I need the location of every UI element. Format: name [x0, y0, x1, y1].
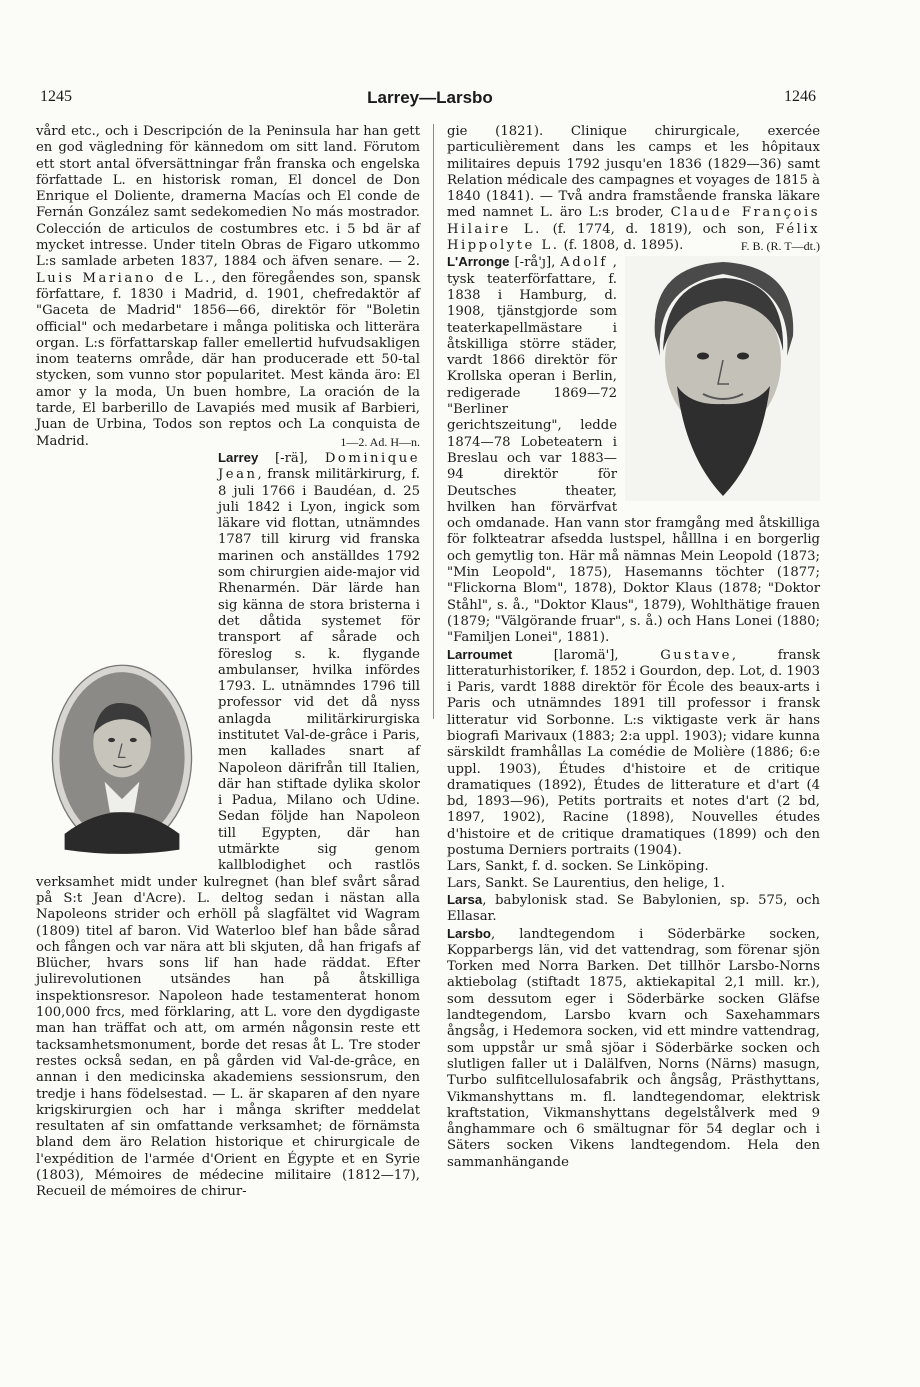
left-column [36, 124, 420, 1201]
entry-larroumet [447, 647, 820, 860]
entry-text: , babylonisk stad. Se Babylonien, sp. 575, och Ellasar. [447, 892, 820, 925]
entry-text: , fransk militärkirurg, f. 8 juli 1766 i Baudéan, d. 25 juli 1842 i Lyon, ingick som läkare vid flottan, utnämndes 1787 till kirurg vid franska marinen och anställdes 1792 som chirurgien aide-major vid Rhenarmén. Där lärde han sig känna de stora bristerna i det dåtida systemet för transport af sårade och föreslog s. k. flygande ambulanser, hvilka infördes 1793. L. utnämndes 1796 till professor vid det då nyss anlagda militärkirurgiska institutet Val-de-grâce i Paris, men kallades snart af Napoleon därifrån till Italien, där han stiftade dylika skolor i Padua, Milano och Udine. Sedan följde han Napoleon till Egypten, där han utmärkte sig genom kallblodighet och rastlös verksamhet midt under kulregnet (han blef svårt sårad på S:t Jean d'Acre). L. deltog sedan i nästan alla Napoleons strider och erhöll på slagfältet vid Wagram (1809) titel af baron. Vid Waterloo blef han både sårad och fången och var nära att bli skjuten, då han frigafs af Blücher, hvars sons lif han hade räddat. Efter julirevolutionen utsändes han på åtskilliga inspektionsresor. Napoleon hade testamenterat honom 100,000 frcs, med förklaring, att L. vore den dygdigaste man han träffat och att, om armén någonsin reste ett tacksamhetsmonument, borde det resas åt L. Tre stoder restes också sedan, en på gården vid Val-de-grâce, en annan i den medicinska akademiens sessionsrum, den tredje i hans födelsestad. — L. är skaparen af den nyare krigskirurgien och har i många skrifter meddelat resultaten af sin omfattande verksamhet; de förnämsta bland dem äro Relation historique et chirurgicale de l'expédition de l'armée d'Orient en Égypte et en Syrie (1803), Mémoires de médecine militaire (1812—17), Recueil de mémoires de chirur- [36, 467, 420, 1200]
page-number-right: 1246 [784, 88, 816, 105]
entry-larsa [447, 892, 820, 926]
entry-text: , den föregåendes son, spansk författare, f. 1830 i Madrid, d. 1901, chefredaktör af "Gaceta de Madrid" 1856—66, direktör för "Boletin official" och medarbetare i många politiska och litterära organ. L:s författarskap faller emellertid hufvudsakligen inom teaterns område, där han producerade ett 50-tal stycken, som vunno stor popularitet. Mest kända äro: El amor y la moda, Un buen hombre, La oración de la tarde, El barberillo de Lavapiés med musik af Barbieri, Juan de Urbina, Todos son reptos och La conquista de Madrid. [36, 270, 420, 449]
headword-larrey: Larrey [218, 449, 259, 465]
pronunciation: [laromä'], [512, 647, 661, 663]
entry-text: , tysk teaterförfattare, f. 1838 i Hamburg, d. 1908, tjänstgjorde som teaterkapellmästare i åtskilliga större städer, vardt 1866 direktör för Krollska operan i Berlin, redigerade 1869—72 "Berliner gerichtszeitung", ledde 1874—78 Lobeteatern i Breslau och var 1883—94 direktör för Deutsches theater, hvilken han förvärfvat och omdanade. Han vann stor framgång med åtskilliga för folkteatrar afsedda lustspel, hålllna i en borgerlig och gemytlig ton. Här må nämnas Mein Leopold (1873; "Min Leopold", 1875), Hasemanns töchter (1877; "Flickorna Blom", 1878), Doktor Klaus (1878; "Doktor Ståhl", s. å., "Doktor Klaus", 1879), Wohlthätige frauen (1879; "Välgörande fruar", s. å.) och Hans Lonei (1880; "Familjen Lonei", 1881). [447, 255, 820, 646]
entry-text: gie (1821). Clinique chirurgicale, exercée particulièrement dans les camps et les hôpitaux militaires depuis 1792 jusqu'en 1836 (1829—36) samt Relation médicale des campagnes et voyages de 1815 à 1840 (1841). — Två andra framstående franska läkare med namnet L. äro L:s broder, [447, 124, 820, 221]
entry-larsbo [447, 926, 820, 1171]
author-signature: F. B. (R. T—dt.) [740, 239, 820, 254]
portrait-larrey-image [36, 660, 208, 860]
entry-larronge [447, 254, 820, 646]
portrait-larronge-image [625, 256, 820, 501]
entry-subject-name: Gustave [660, 647, 732, 663]
entry-subject-name: Adolf [560, 255, 608, 271]
headword-larsbo: Larsbo [447, 925, 491, 941]
page-title: Larrey—Larsbo [367, 88, 493, 107]
entry-larra-continued [36, 124, 420, 450]
entry-subject-name: Dominique Jean [218, 450, 420, 483]
entry-subject-name: Félix Hippolyte L. [447, 221, 821, 254]
entry-lars-2: Lars, Sankt. Se Laurentius, den helige, 1. [447, 875, 725, 891]
entry-larrey-continued [447, 124, 820, 254]
headword-larsa: Larsa [447, 891, 483, 907]
entry-subject-name: Claude François Hilaire L. [447, 205, 820, 237]
pronunciation: [-rä], [258, 450, 325, 466]
right-column [447, 124, 820, 1171]
entry-larrey [36, 450, 420, 1201]
entry-text: (f. 1774, d. 1819), och son, [541, 221, 776, 237]
entry-text: , fransk litteraturhistoriker, f. 1852 i Gourdon, dep. Lot, d. 1903 i Paris, vardt 1888 direktör för École des beaux-arts i Paris och utnämndes 1891 till professor i fransk litteratur vid Sorbonne. L:s viktigaste verk är hans biografi Marivaux (1883; 2:a uppl. 1903); vidare kunna särskildt framhållas La comédie de Molière (1886; 6:e uppl. 1903), Études d'histoire et de critique dramatiques (1892), Études de litterature et d'art (4 bd, 1893—96), Petits portraits et notes d'art (2 bd, 1897, 1902), Racine (1898), Nouvelles études d'histoire et de critique dramatiques (1899) och den postuma Derniers portraits (1904). [447, 647, 821, 859]
headword-larronge: L'Arronge [447, 254, 510, 270]
entry-subject-name: Luis Mariano de L. [36, 270, 212, 286]
entry-text: vård etc., och i Descripción de la Peninsula har han gett en god vägledning för kännedom om sitt land. Förutom ett stort antal öfversättningar från franska och engelska författade L. en historisk roman, El doncel de Don Enrique el Doliente, dramerna Macías och El conde de Fernán González samt sedekomedien No más mostrador. Colección de articulos de costumbres etc. i 5 bd är af mycket intresse. Under titeln Obras de Figaro utkommo L:s samlade arbeten 1837, 1884 och äfven senare. — 2. [36, 124, 420, 270]
pronunciation: [-rå'ȷ], [509, 255, 561, 271]
headword-larroumet: Larroumet [447, 646, 513, 662]
author-signature: 1—2. Ad. H—n. [340, 434, 420, 449]
column-divider [433, 124, 434, 719]
entry-lars-1: Lars, Sankt, f. d. socken. Se Linköping. [447, 859, 709, 875]
page-number-left: 1245 [40, 88, 72, 105]
entry-text: , landtegendom i Söderbärke socken, Kopparbergs län, vid det vattendrag, som förenar sjön Torken med Norra Barken. Det tillhör Larsbo-Norns aktiebolag (stiftadt 1875, aktiekapital 2,1 mill. kr.), som dessutom eger i Söderbärke socken Gläfse landtegendom, Larsbo kvarn och Saxehammars ångsåg, i Hedemora socken, vid ett mindre vattendrag, som uppstår ur små sjöar i Söderbärke socken och slutligen faller ut i Dalälfven, Norns (Närns) masugn, Turbo sulfitcellulosafabrik och ångsåg, Prästhyttans, Vikmanshyttans m. fl. landtegendomar, elektrisk kraftstation, Vikmanshyttans degelstålverk med 9 ånghammare och 6 smältugnar för 54 deglar och i Säters socken Vikens landtegendom. Hela den sammanhängande [447, 926, 820, 1170]
entry-text: (f. 1808, d. 1895). [559, 238, 684, 254]
